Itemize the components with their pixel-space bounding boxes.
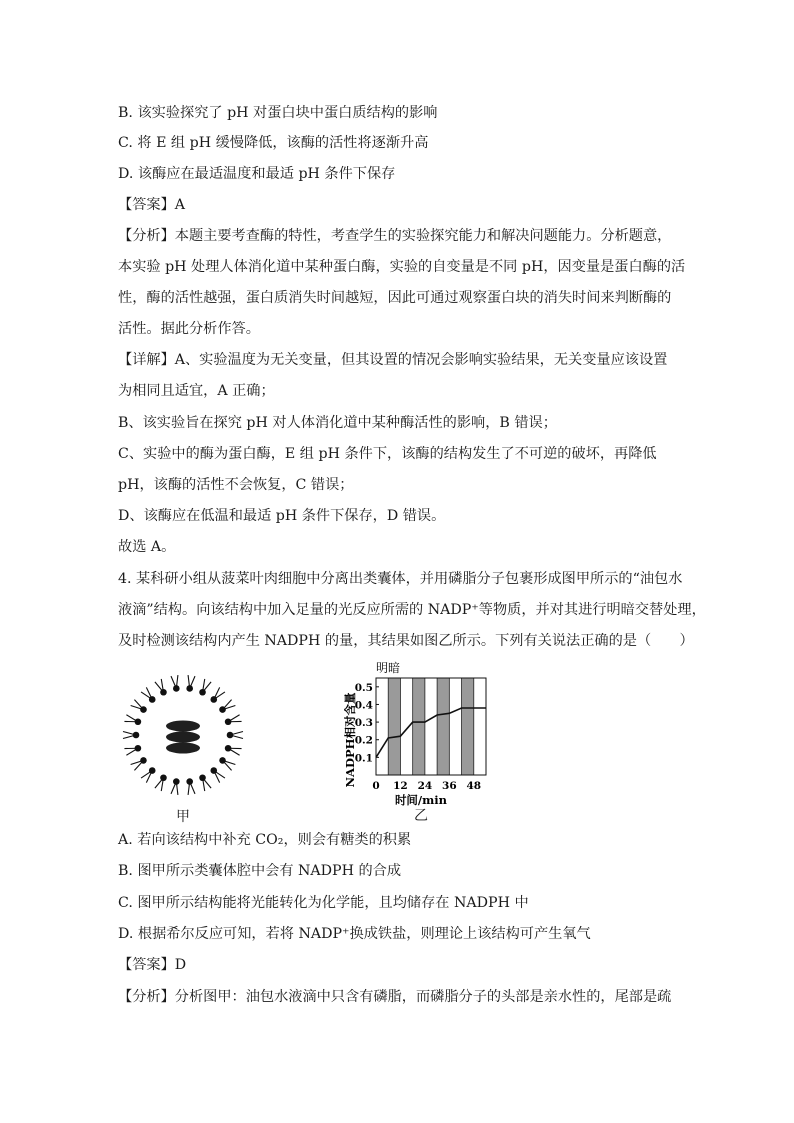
detail-line: B、该实验旨在探究 pH 对人体消化道中某种酶活性的影响，B 错误；: [118, 415, 557, 431]
option-c: C. 图甲所示结构能将光能转化为化学能，且均储存在 NADPH 中: [118, 895, 529, 911]
thylakoid-stack: [166, 721, 200, 754]
y-tick-label: 0.3: [354, 717, 373, 730]
analysis-line: 本实验 pH 处理人体消化道中某种蛋白酶，实验的自变量是不同 pH，因变量是蛋白酶的活: [118, 259, 686, 275]
choice-line: 故选 A。: [118, 539, 176, 555]
text-line: B. 该实验探究了 pH 对蛋白块中蛋白质结构的影响: [118, 105, 438, 121]
figure-a-droplet: [118, 670, 248, 800]
x-tick-label: 24: [417, 780, 433, 792]
analysis-line: 活性。据此分析作答。: [118, 321, 260, 337]
analysis-line: 性，酶的活性越强，蛋白质消失时间越短，因此可通过观察蛋白块的消失时间来判断酶的: [118, 290, 672, 306]
question-line: 4. 某科研小组从菠菜叶肉细胞中分离出类囊体，并用磷脂分子包裹形成图甲所示的“油包水: [118, 571, 683, 587]
chart-header: 明暗: [376, 661, 401, 675]
y-axis-label: NADPH相对含量: [343, 692, 357, 788]
lipid-tail: [126, 748, 137, 755]
option-b: B. 图甲所示类囊体腔中会有 NADPH 的合成: [118, 863, 402, 879]
lipid-tail: [228, 715, 239, 722]
dark-period-band: [413, 678, 425, 775]
figure-b-caption: 乙: [414, 808, 428, 824]
figure-b-chart: [338, 660, 498, 820]
detail-line: D、该酶应在低温和最适 pH 条件下保存，D 错误。: [118, 508, 446, 524]
detail-line: C、实验中的酶为蛋白酶，E 组 pH 条件下，该酶的结构发生了不可逆的破坏，再降低: [118, 446, 657, 462]
detail-line: 【详解】A、实验温度为无关变量，但其设置的情况会影响实验结果，无关变量应该设置: [118, 352, 668, 368]
question-line: 液滴”结构。向该结构中加入足量的光反应所需的 NADP⁺等物质，并对其进行明暗交替处理，: [118, 602, 706, 618]
text-line: D. 该酶应在最适温度和最适 pH 条件下保存: [118, 166, 396, 182]
y-tick-label: 0.2: [354, 734, 373, 747]
detail-line: 为相同且适宜，A 正确；: [118, 383, 275, 399]
y-tick-label: 0.5: [354, 681, 373, 694]
detail-line: pH，该酶的活性不会恢复，C 错误；: [118, 477, 354, 493]
y-tick-label: 0.4: [354, 699, 373, 712]
dark-period-band: [437, 678, 449, 775]
x-axis-label: 时间/min: [394, 793, 448, 807]
y-tick-label: 0.1: [354, 752, 373, 765]
dark-period-band: [388, 678, 400, 775]
option-d: D. 根据希尔反应可知，若将 NADP⁺换成铁盐，则理论上该结构可产生氧气: [118, 926, 591, 942]
option-a: A. 若向该结构中补充 CO₂，则会有糖类的积累: [118, 832, 412, 848]
figure-a-caption: 甲: [176, 809, 190, 825]
question-line: 及时检测该结构内产生 NADPH 的量，其结果如图乙所示。下列有关说法正确的是（ ）: [118, 633, 694, 649]
answer-label: 【答案】D: [118, 957, 187, 973]
lipid-tail: [126, 715, 137, 722]
x-tick-label: 48: [466, 780, 482, 792]
x-tick-label: 36: [442, 780, 457, 792]
text-line: C. 将 E 组 pH 缓慢降低，该酶的活性将逐渐升高: [118, 135, 429, 151]
dark-period-band: [462, 678, 474, 775]
x-tick-label: 0: [372, 780, 380, 792]
answer-label: 【答案】A: [118, 197, 185, 213]
analysis-line: 【分析】本题主要考查酶的特性，考查学生的实验探究能力和解决问题能力。分析题意，: [118, 228, 672, 244]
lipid-tail: [228, 748, 239, 755]
x-tick-label: 12: [393, 780, 408, 792]
analysis-line: 【分析】分析图甲：油包水液滴中只含有磷脂，而磷脂分子的头部是亲水性的，尾部是疏: [118, 989, 672, 1005]
